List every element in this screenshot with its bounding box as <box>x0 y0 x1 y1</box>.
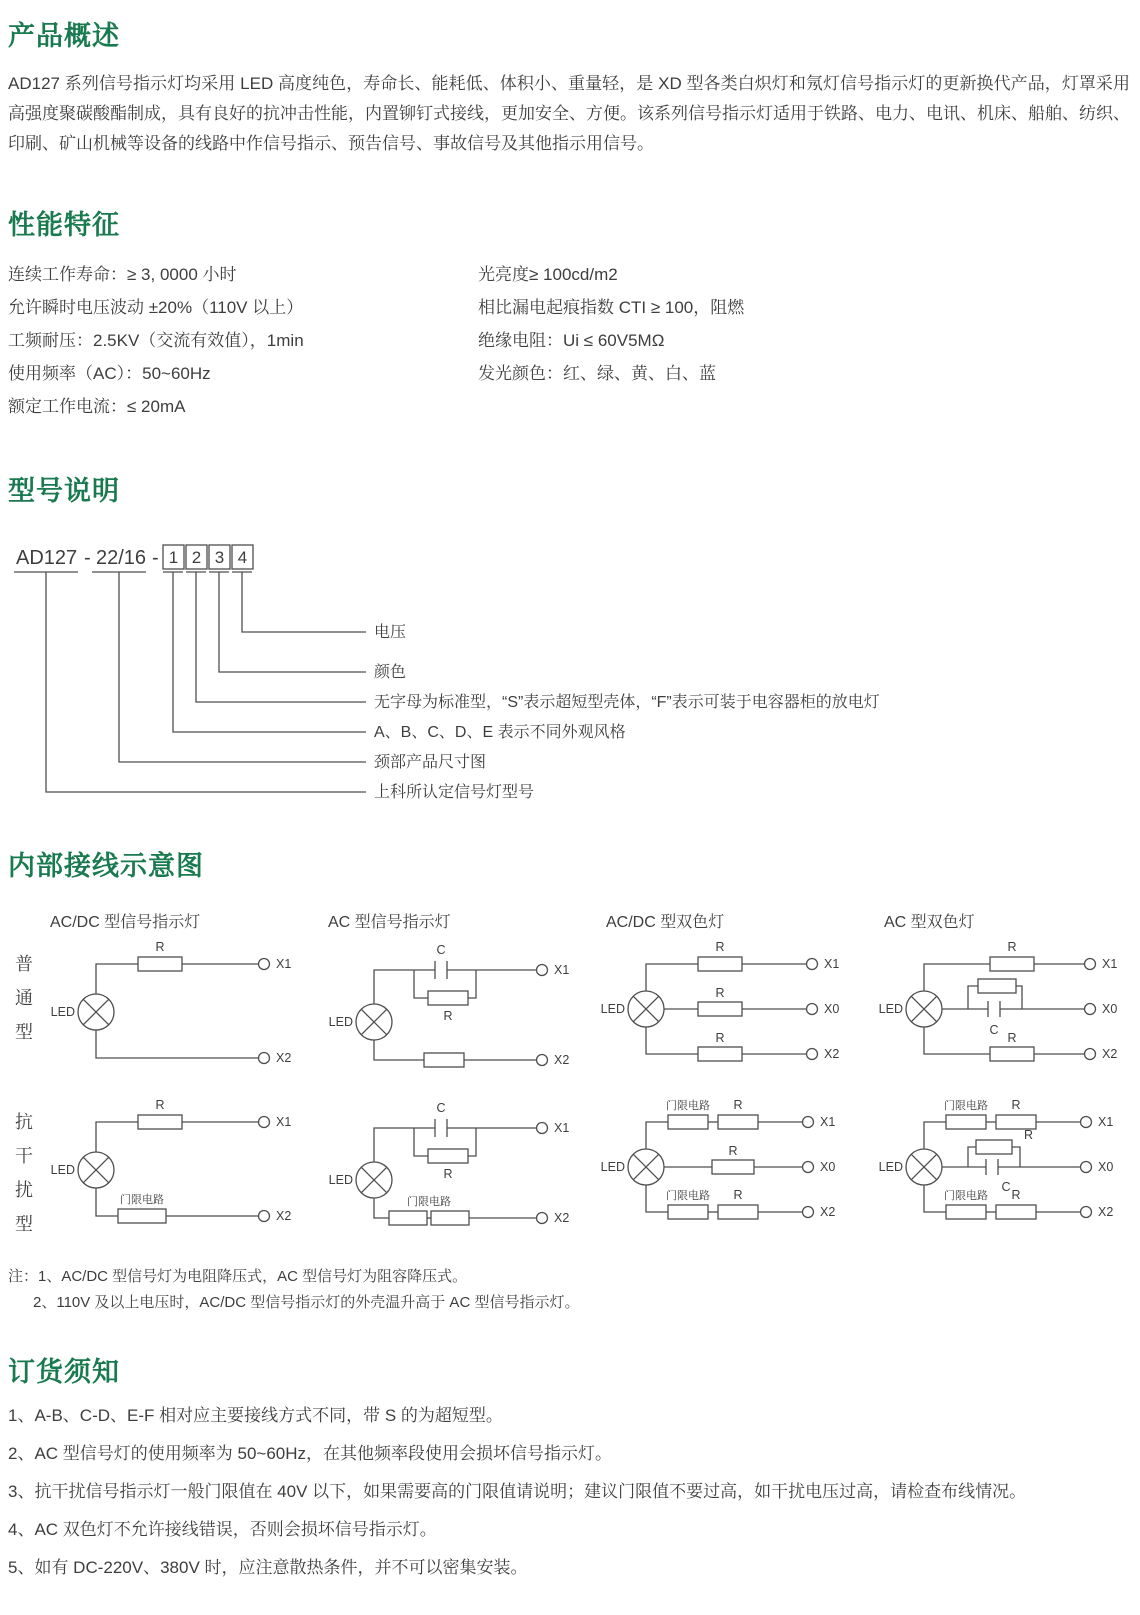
overview-section <box>8 14 1130 159</box>
led-label: LED <box>328 1015 353 1029</box>
gate-circuit-label: 门限电路 <box>944 1100 988 1112</box>
wiring-row-label-anti-interference: 抗干扰型 <box>13 1112 33 1248</box>
features-section <box>8 203 1130 423</box>
resistor-label: R <box>155 940 165 954</box>
model-label-color: 颜色 <box>374 664 407 681</box>
resistor-label: R <box>443 1167 453 1181</box>
model-title: 型号说明 <box>8 476 120 506</box>
spec-item: 使用频率（AC）：50~60Hz <box>8 364 211 383</box>
ordering-item: 1、A-B、C-D、E-F 相对应主要接线方式不同，带 S 的为超短型。 <box>8 1406 503 1425</box>
terminal-x2-label: X2 <box>554 1211 570 1225</box>
spec-item: 相比漏电起痕指数 CTI ≥ 100，阻燃 <box>478 298 745 317</box>
resistor-label: R <box>733 1098 743 1112</box>
spec-item: 额定工作电流：≤ 20mA <box>8 397 186 416</box>
resistor-label: R <box>715 1031 725 1045</box>
wiring-diagram-acdc-signal-anti <box>38 1092 316 1250</box>
terminal-x1-label: X1 <box>824 957 840 971</box>
capacitor-label: C <box>989 1023 999 1037</box>
resistor-label: R <box>155 1098 165 1112</box>
led-label: LED <box>600 1160 625 1174</box>
ordering-item: 4、AC 双色灯不允许接线错误，否则会损坏信号指示灯。 <box>8 1520 437 1539</box>
wiring-note: 注：1、AC/DC 型信号灯为电阻降压式，AC 型信号灯为阻容降压式。 <box>8 1268 468 1285</box>
wiring-column-header: AC 型双色灯 <box>884 914 975 931</box>
ordering-title: 订货须知 <box>8 1357 120 1387</box>
wiring-grid <box>8 899 1130 1250</box>
wiring-title: 内部接线示意图 <box>8 851 204 881</box>
gate-circuit-label: 门限电路 <box>666 1190 710 1202</box>
resistor-label: R <box>1011 1188 1021 1202</box>
terminal-x0-label: X0 <box>1102 1002 1118 1016</box>
model-dash: - <box>84 547 91 569</box>
model-size: 22/16 <box>96 547 147 569</box>
overview-body: AD127 系列信号指示灯均采用 LED 高度纯色，寿命长、能耗低、体积小、重量轻，是 XD 型各类白炽灯和氖灯信号指示灯的更新换代产品，灯罩采用高强度聚碳酸酯制成，具有良好的抗冲击性能，内置铆钉式接线，更加安全、方便。该系列信号指示灯适用于铁路、电力、电讯、机床、船舶、纺织、印刷、矿山机械等设备的线路中作信号指示、预告信号、事故信号及其他指示用信号。 <box>8 74 1130 153</box>
terminal-x0-label: X0 <box>1098 1160 1114 1174</box>
led-label: LED <box>50 1005 75 1019</box>
model-digit-4: 4 <box>237 548 248 567</box>
overview-title: 产品概述 <box>8 21 120 51</box>
terminal-x2-label: X2 <box>554 1053 570 1067</box>
wiring-column-header: AC/DC 型双色灯 <box>606 914 725 931</box>
gate-circuit-label: 门限电路 <box>407 1196 451 1208</box>
model-label-neck: 颈部产品尺寸图 <box>374 754 487 771</box>
wiring-section <box>8 844 1130 1316</box>
terminal-x1-label: X1 <box>276 957 292 971</box>
model-digit-3: 3 <box>214 548 225 567</box>
wiring-notes <box>8 1264 1130 1316</box>
capacitor-label: C <box>436 1101 446 1115</box>
gate-circuit-label: 门限电路 <box>666 1100 710 1112</box>
terminal-x1-label: X1 <box>1102 957 1118 971</box>
wiring-column-header: AC/DC 型信号指示灯 <box>50 914 201 931</box>
wiring-diagram-acdc-dual-normal <box>594 934 872 1092</box>
model-label-style: A、B、C、D、E 表示不同外观风格 <box>374 724 626 741</box>
resistor-label: R <box>1024 1128 1034 1142</box>
wiring-note: 2、110V 及以上电压时，AC/DC 型信号指示灯的外壳温升高于 AC 型信号指示灯。 <box>33 1294 580 1311</box>
led-label: LED <box>328 1173 353 1187</box>
terminal-x1-label: X1 <box>820 1115 836 1129</box>
resistor-label: R <box>715 986 725 1000</box>
gate-circuit-label: 门限电路 <box>120 1194 164 1206</box>
model-digit-1: 1 <box>168 548 179 567</box>
features-title: 性能特征 <box>8 210 120 240</box>
model-section <box>8 469 1130 816</box>
terminal-x1-label: X1 <box>276 1115 292 1129</box>
model-code-diagram <box>8 524 1132 816</box>
wiring-diagram-ac-dual-normal <box>872 934 1140 1092</box>
spec-item: 绝缘电阻：Ui ≤ 60V5MΩ <box>478 331 665 350</box>
model-prefix: AD127 <box>16 547 78 569</box>
led-label: LED <box>878 1002 903 1016</box>
terminal-x1-label: X1 <box>554 1121 570 1135</box>
terminal-x1-label: X1 <box>1098 1115 1114 1129</box>
resistor-label: R <box>1011 1098 1021 1112</box>
led-label: LED <box>600 1002 625 1016</box>
spec-item: 允许瞬时电压波动 ±20%（110V 以上） <box>8 298 304 317</box>
spec-item: 光亮度≥ 100cd/m2 <box>478 265 618 284</box>
wiring-row-label-normal: 普通型 <box>13 954 33 1056</box>
ordering-item: 2、AC 型信号灯的使用频率为 50~60Hz，在其他频率段使用会损坏信号指示灯。 <box>8 1444 613 1463</box>
resistor-label: R <box>715 940 725 954</box>
gate-circuit-label: 门限电路 <box>944 1190 988 1202</box>
resistor-label: R <box>733 1188 743 1202</box>
terminal-x2-label: X2 <box>820 1205 836 1219</box>
wiring-diagram-ac-signal-anti <box>316 1092 594 1250</box>
model-label-approved: 上科所认定信号灯型号 <box>374 784 535 801</box>
terminal-x2-label: X2 <box>276 1051 292 1065</box>
led-label: LED <box>50 1163 75 1177</box>
terminal-x2-label: X2 <box>1102 1047 1118 1061</box>
spec-column-left <box>8 258 474 423</box>
resistor-label: R <box>728 1144 738 1158</box>
led-label: LED <box>878 1160 903 1174</box>
spec-item: 发光颜色：红、绿、黄、白、蓝 <box>478 364 716 383</box>
terminal-x2-label: X2 <box>276 1209 292 1223</box>
spec-column-right <box>478 258 1130 423</box>
terminal-x2-label: X2 <box>1098 1205 1114 1219</box>
model-label-voltage: 电压 <box>374 624 407 641</box>
spec-grid <box>8 258 1130 423</box>
resistor-label: R <box>1007 1031 1017 1045</box>
model-dash: - <box>152 547 159 569</box>
wiring-diagram-ac-dual-anti <box>872 1092 1140 1250</box>
resistor-label: R <box>443 1009 453 1023</box>
wiring-column-header: AC 型信号指示灯 <box>328 914 451 931</box>
ordering-item: 3、抗干扰信号指示灯一般门限值在 40V 以下，如果需要高的门限值请说明；建议门限值不要过高，如干扰电压过高，请检查布线情况。 <box>8 1482 1027 1501</box>
terminal-x2-label: X2 <box>824 1047 840 1061</box>
capacitor-label: C <box>1001 1180 1011 1194</box>
wiring-diagram-acdc-signal-normal <box>38 934 316 1092</box>
ordering-item: 5、如有 DC-220V、380V 时，应注意散热条件，并不可以密集安装。 <box>8 1558 528 1577</box>
terminal-x1-label: X1 <box>554 963 570 977</box>
terminal-x0-label: X0 <box>820 1160 836 1174</box>
spec-item: 工频耐压：2.5KV（交流有效值），1min <box>8 331 304 350</box>
model-digit-2: 2 <box>191 548 202 567</box>
spec-item: 连续工作寿命：≥ 3, 0000 小时 <box>8 265 237 284</box>
capacitor-label: C <box>436 943 446 957</box>
wiring-diagram-ac-signal-normal <box>316 934 594 1092</box>
terminal-x0-label: X0 <box>824 1002 840 1016</box>
resistor-label: R <box>1007 940 1017 954</box>
ordering-section <box>8 1350 1130 1579</box>
wiring-diagram-acdc-dual-anti <box>594 1092 872 1250</box>
model-label-shell: 无字母为标准型，“S”表示超短型壳体，“F”表示可装于电容器柜的放电灯 <box>374 694 880 711</box>
